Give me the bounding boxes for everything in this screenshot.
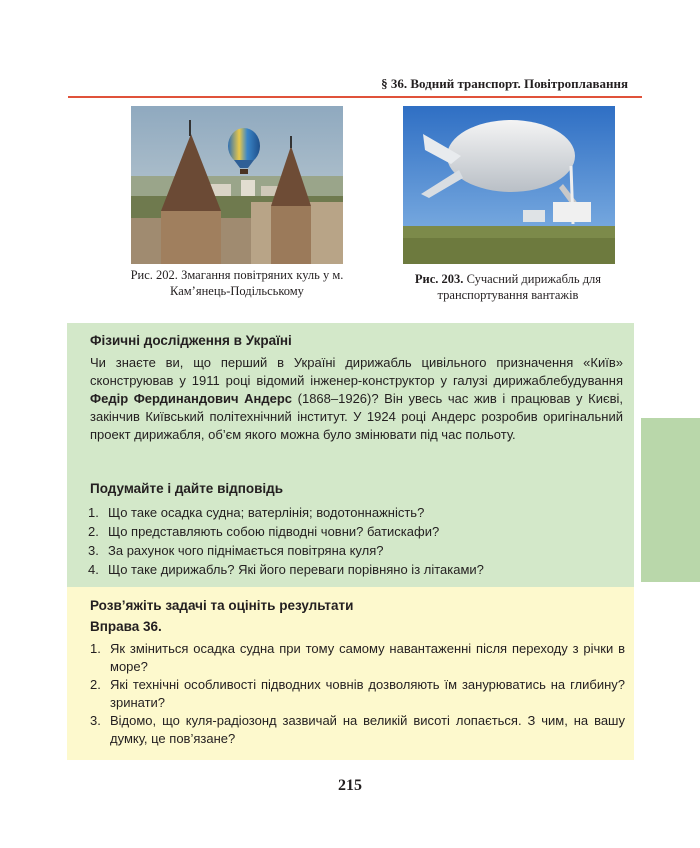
figure-202-caption (130, 267, 344, 299)
figure-202-photo (131, 106, 343, 264)
problem-text: Відомо, що куля-радіозонд зазвичай на великій висоті лопається. З чим, на вашу думку, це пов’язане? (110, 713, 625, 746)
research-text-after: (1868–1926)? Він увесь час жив і працював у Києві, закінчив Київський політехнічний інститут. У 1924 році Андерс розробив оригінальний проект дирижабля, об’єм якого можна було змінювати під час польоту. (90, 391, 624, 442)
figure-202-text: Змагання повітряних куль у м. Кам’янець-Подільському (170, 268, 344, 298)
research-text-before: Чи знаєте ви, що перший в Україні дирижабль цивільного призначення «Київ» сконструював у 1911 році відомий інженер-конструктор у галузі дирижаблебудування (90, 355, 623, 388)
question-text: Що таке дирижабль? Які його переваги порівняно із літаками? (108, 562, 484, 577)
question-number: 4. (88, 562, 99, 577)
question-number: 3. (88, 543, 99, 558)
question-item (88, 522, 628, 541)
question-item (88, 560, 628, 579)
problem-number: 2. (90, 677, 101, 692)
side-tab (641, 418, 700, 582)
problem-text: Які технічні особливості підводних човнів дозволяють їм занурюватись на глибину? зринати? (110, 677, 625, 710)
question-text: Що таке осадка судна; ватерлінія; водотоннажність? (108, 505, 425, 520)
figure-203-photo (403, 106, 615, 264)
header-divider (68, 96, 642, 98)
figure-203-label: Рис. 203. (414, 272, 464, 286)
question-number: 1. (88, 505, 99, 520)
figure-203-text: Сучасний дирижабль для транспортування вантажів (437, 272, 602, 302)
section-header: § 36. Водний транспорт. Повітроплавання (381, 76, 628, 91)
problem-number: 3. (90, 713, 101, 728)
question-text: За рахунок чого піднімається повітряна куля? (108, 543, 384, 558)
problem-item (90, 676, 625, 711)
problem-item (90, 712, 625, 747)
question-item (88, 541, 628, 560)
problem-number: 1. (90, 641, 101, 656)
figure-202-label: Рис. 202. (130, 268, 178, 282)
research-paragraph (90, 354, 623, 444)
question-text: Що представляють собою підводні човни? батискафи? (108, 524, 440, 539)
problem-item (90, 640, 625, 675)
question-item (88, 503, 628, 522)
question-list (88, 503, 628, 579)
exercise-title: Вправа 36. (90, 619, 162, 634)
problem-text: Як зміниться осадка судна при тому самому навантаженні після переходу з річки в море? (110, 641, 625, 674)
question-number: 2. (88, 524, 99, 539)
research-name: Федір Фердинандович Андерс (90, 391, 293, 406)
think-title: Подумайте і дайте відповідь (90, 481, 284, 496)
page-number: 215 (338, 777, 362, 794)
problem-list (90, 640, 625, 748)
research-title: Фізичні дослідження в Україні (90, 333, 292, 348)
figure-203-caption (400, 271, 616, 303)
tasks-title: Розв’яжіть задачі та оцініть результати (90, 598, 354, 613)
